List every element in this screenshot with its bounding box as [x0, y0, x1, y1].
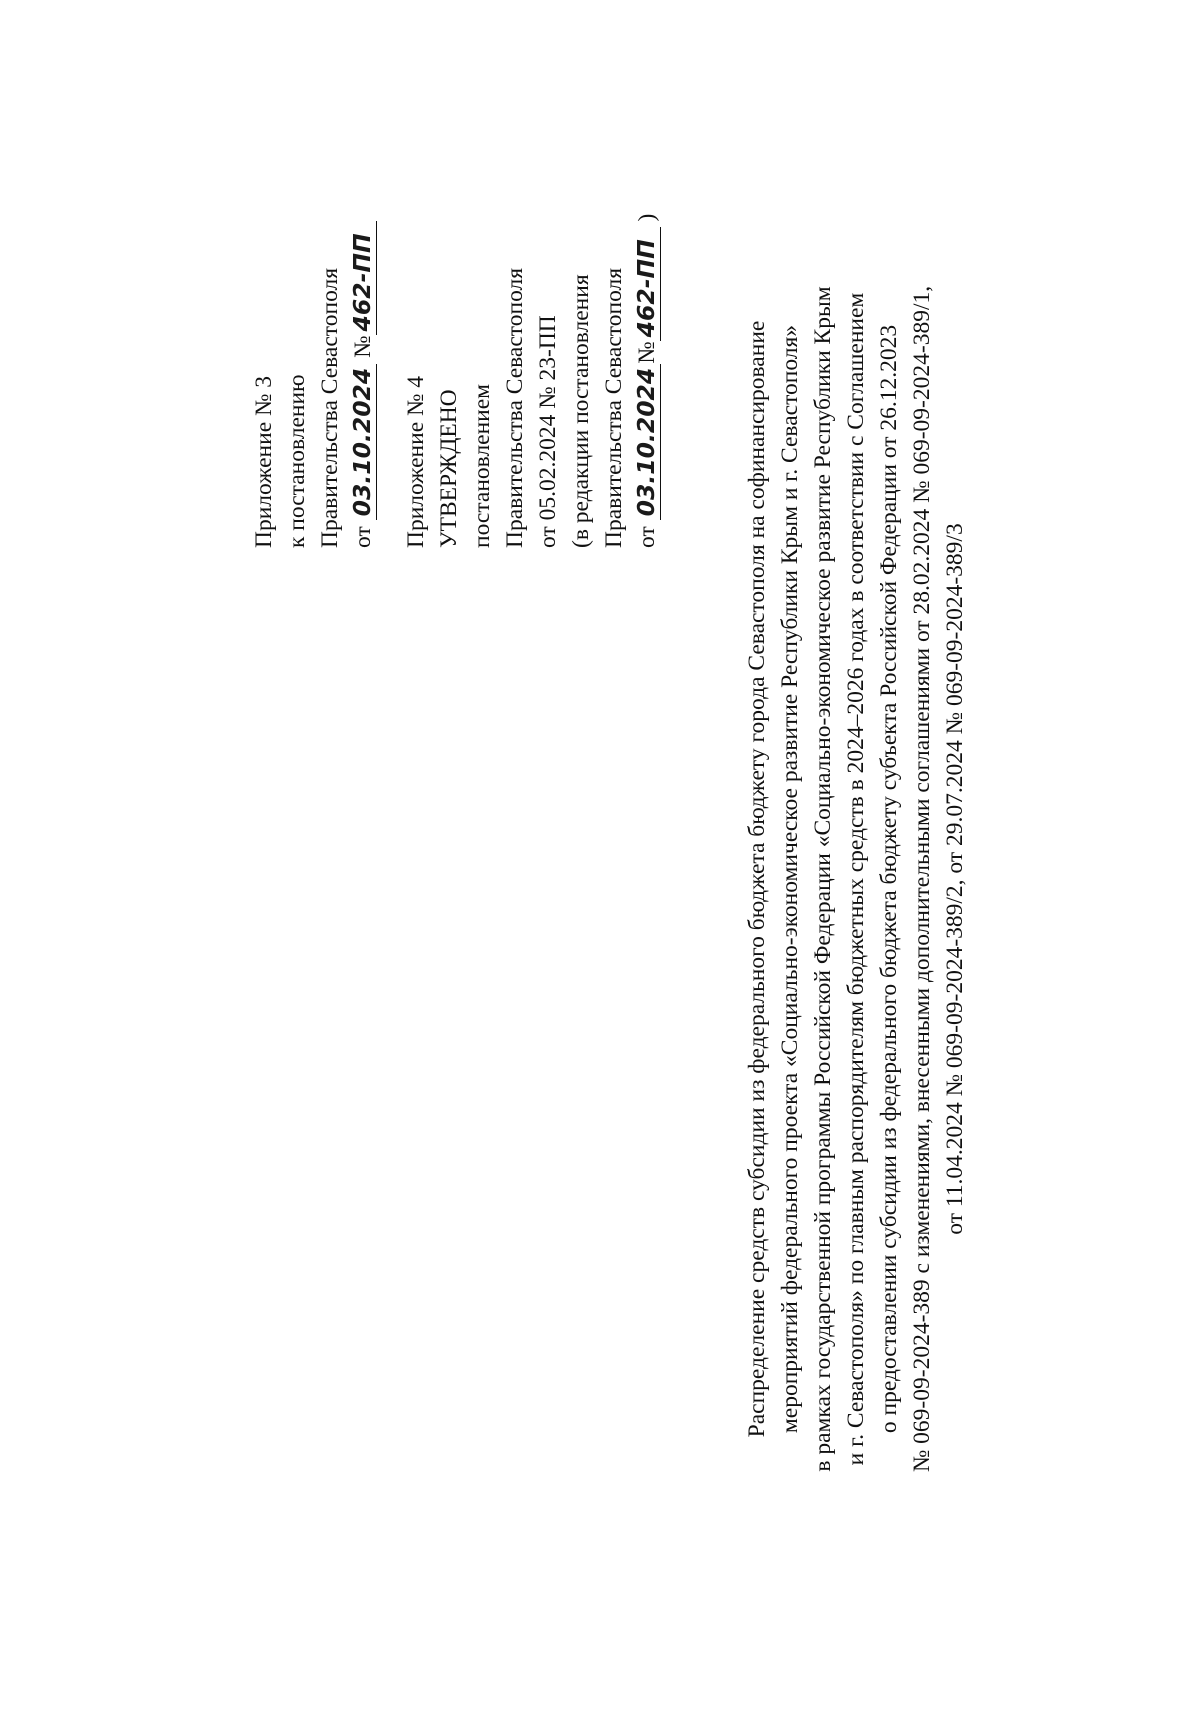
appendix-4-handwritten-number: 462-ПП — [633, 227, 661, 341]
document-title — [741, 189, 972, 1569]
title-line-4: и г. Севастополя» по главным распорядителям бюджетных средств в 2024–2026 годах в соответствии с Соглашением — [843, 292, 869, 1466]
appendix-4-closing-paren: ) — [634, 213, 660, 222]
appendix-4-handwritten-date: 03.10.2024 — [633, 364, 661, 521]
title-line-1: Распределение средств субсидии из федерального бюджета бюджету города Севастополя на софинансирование — [744, 320, 770, 1438]
appendix-4-title: Приложение № 4 — [403, 375, 429, 548]
title-line-6: № 069-09-2024-389 с изменениями, внесенными дополнительными соглашениями от 28.02.2024 № 069-09-2024-389/1, — [909, 285, 935, 1473]
appendix-4-line-3: постановлением — [469, 383, 495, 548]
appendix-3-num-prefix: № — [350, 335, 376, 358]
appendix-3-line-2: к постановлению — [284, 374, 310, 548]
appendix-3-line-3: Правительства Севастополя — [317, 267, 343, 548]
title-line-2: мероприятий федерального проекта «Социально-экономическое развитие Республики Крым и г. Севастополя» — [777, 324, 803, 1434]
appendix-4-date-prefix: от — [634, 526, 660, 548]
appendix-3-title: Приложение № 3 — [251, 375, 277, 548]
appendix-3-handwritten-number: 462-ПП — [349, 221, 377, 335]
title-line-5: о предоставлении субсидии из федерального бюджета бюджету субъекта Российской Федерации от 26.12.2023 — [876, 324, 902, 1434]
appendix-3-date-line — [347, 190, 380, 1569]
appendix-4-date-line — [631, 190, 664, 1569]
title-line-7: от 11.04.2024 № 069-09-2024-389/2, от 29.07.2024 № 069-09-2024-389/3 — [942, 523, 968, 1235]
appendix-4-line-4: Правительства Севастополя — [502, 267, 528, 548]
appendix-3-handwritten-date: 03.10.2024 — [349, 364, 377, 521]
approved-label: УТВЕРЖДЕНО — [436, 389, 462, 548]
appendix-3-date-prefix: от — [350, 526, 376, 548]
appendix-4-line-7: Правительства Севастополя — [601, 267, 627, 548]
appendix-4-num-prefix: № — [634, 341, 660, 364]
appendix-3-block — [248, 190, 664, 1569]
appendix-4-line-5: от 05.02.2024 № 23-ПП — [535, 315, 561, 548]
appendix-4-line-6: (в редакции постановления — [568, 274, 594, 548]
title-line-3: в рамках государственной программы Российской Федерации «Социально-экономическое развитие Республики Крым — [810, 286, 836, 1472]
